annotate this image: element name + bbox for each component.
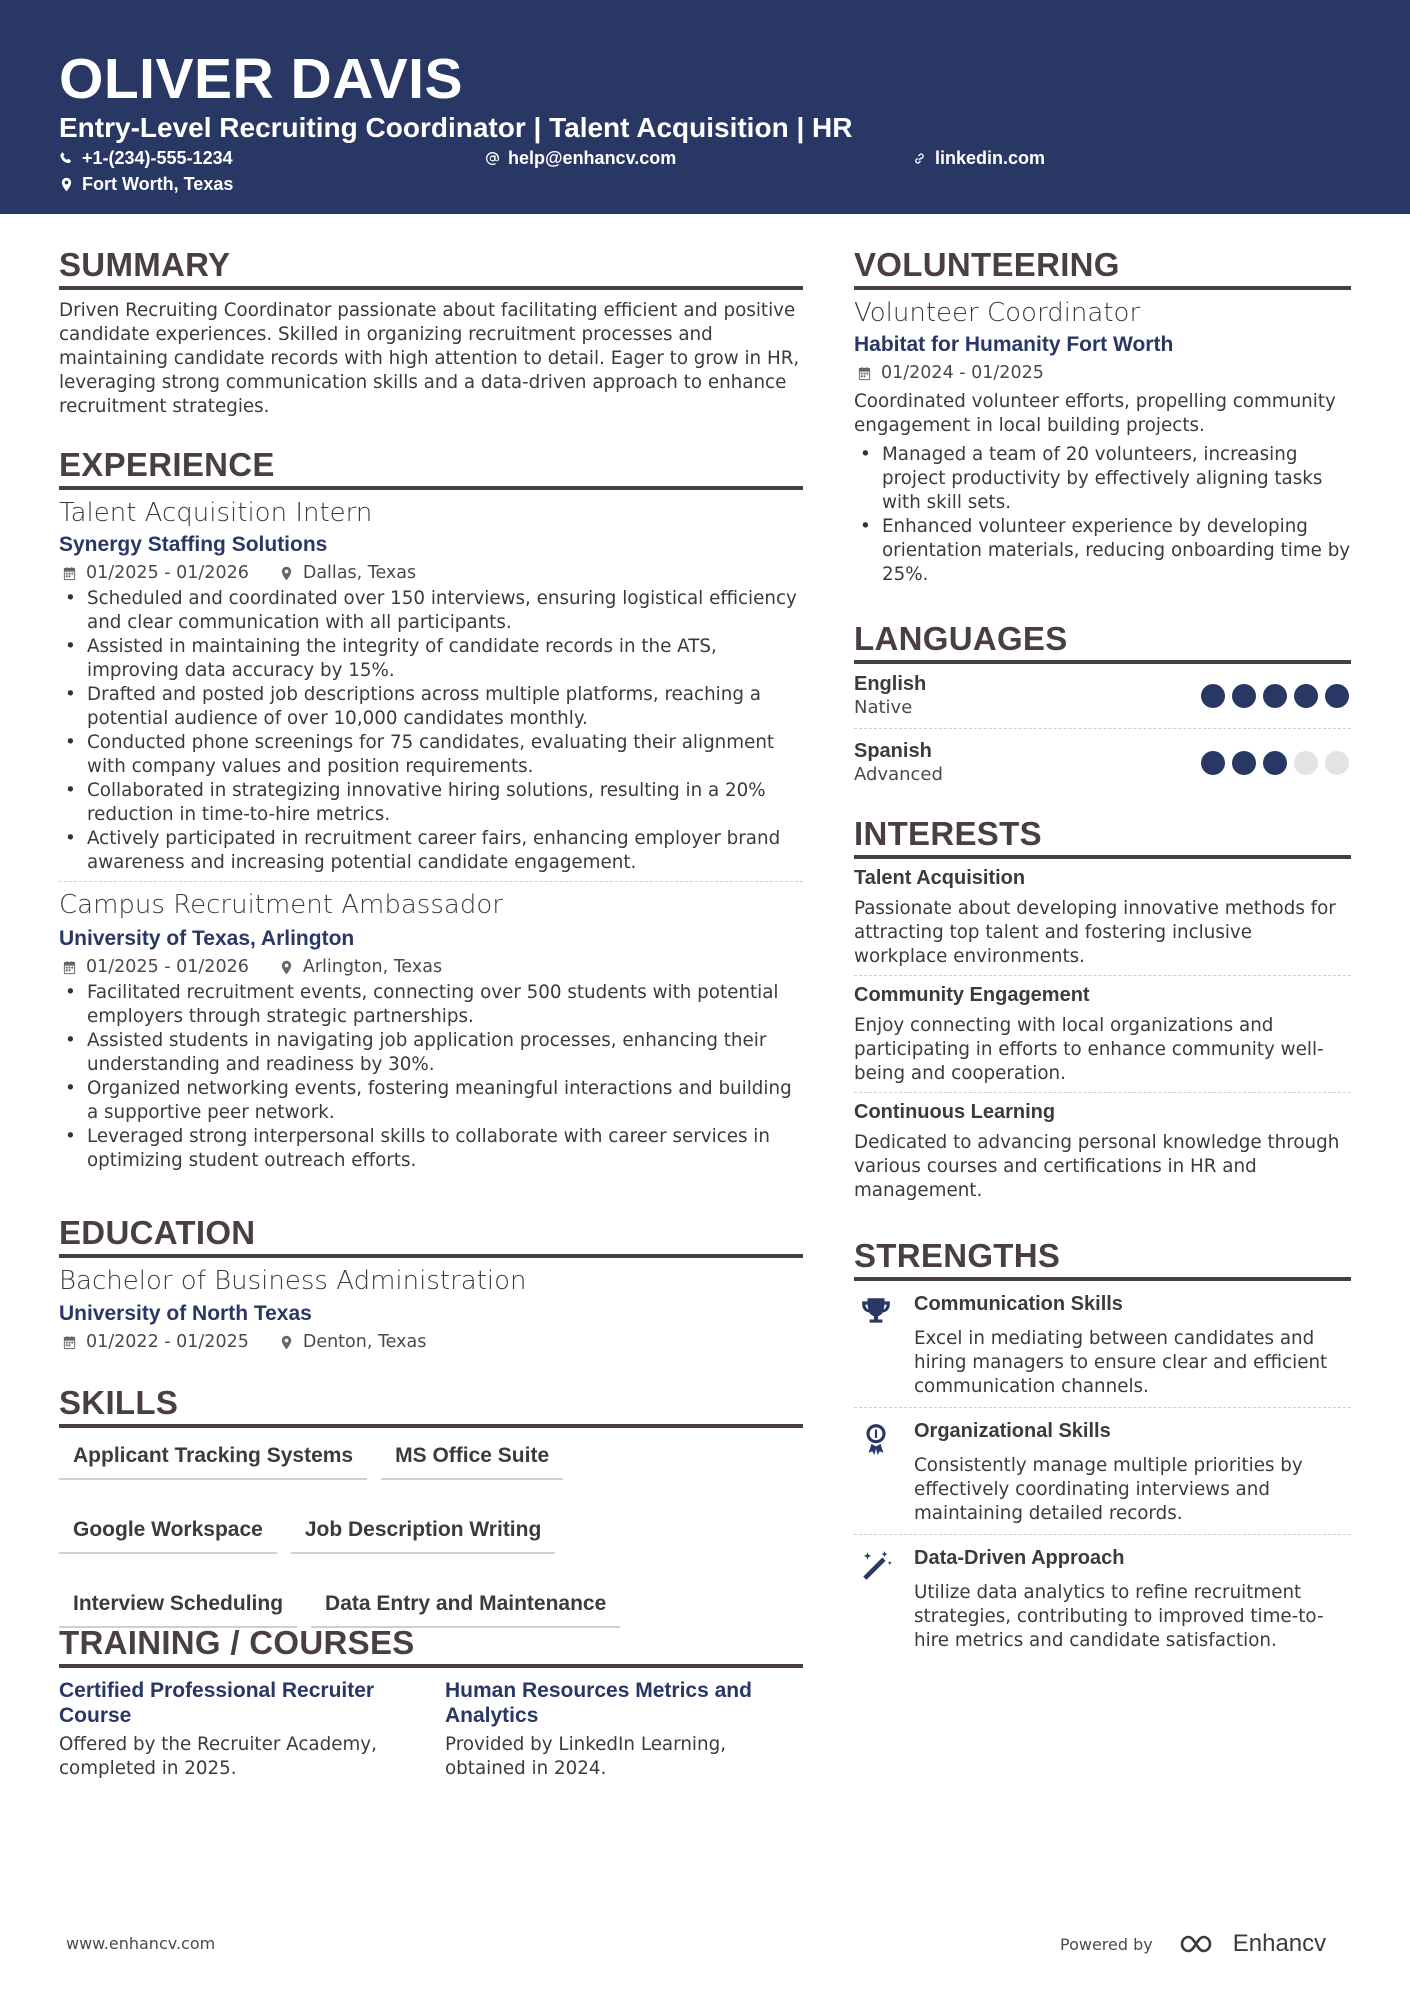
job-dates	[62, 561, 249, 585]
company-name: Synergy Staffing Solutions	[59, 533, 328, 556]
school-name: University of North Texas	[59, 1302, 312, 1325]
strength-item	[854, 1281, 1351, 1407]
link-icon	[912, 151, 927, 166]
contact-phone[interactable]	[59, 147, 233, 169]
skill-tag: MS Office Suite	[381, 1434, 563, 1480]
skills-section	[59, 1384, 803, 1628]
job-title: Campus Recruitment Ambassador	[59, 890, 503, 920]
course-desc: Provided by LinkedIn Learning, obtained in 2024.	[445, 1734, 727, 1779]
location-text: Denton, Texas	[302, 1332, 427, 1352]
section-title: EDUCATION	[59, 1214, 803, 1258]
section-title: EXPERIENCE	[59, 446, 803, 490]
bullet-item: • Drafted and posted job descriptions across multiple platforms, reaching a potential audience of over 10,000 candidates monthly.	[59, 683, 803, 731]
section-title: VOLUNTEERING	[854, 246, 1351, 290]
skill-tag: Google Workspace	[59, 1508, 277, 1554]
location-pin-icon	[59, 177, 74, 192]
experience-entry	[59, 889, 803, 1173]
education-section	[59, 1214, 803, 1354]
powered-label: Powered by	[1060, 1934, 1153, 1954]
language-name: English	[854, 673, 927, 695]
strength-desc: Excel in mediating between candidates and hiring managers to ensure clear and efficient communication channels.	[914, 1328, 1328, 1397]
interest-item	[854, 1093, 1351, 1209]
volunteer-dates	[857, 361, 1044, 385]
job-title: Talent Acquisition Intern	[59, 498, 373, 528]
contact-email[interactable]	[485, 147, 676, 169]
job-dates	[62, 955, 249, 979]
award-ribbon-icon	[859, 1422, 893, 1456]
bullet-item: • Conducted phone screenings for 75 candidates, evaluating their alignment with company values and position requirements.	[59, 731, 803, 779]
calendar-icon	[62, 960, 77, 975]
education-location	[279, 1330, 427, 1354]
interest-item	[854, 859, 1351, 975]
enhancv-logo-icon	[1179, 1932, 1225, 1956]
rating-dot-empty	[1294, 751, 1318, 775]
bullet-item: • Collaborated in strategizing innovative hiring solutions, resulting in a 20% reduction in time-to-hire metrics.	[59, 779, 803, 827]
language-item	[854, 664, 1351, 728]
summary-section	[59, 246, 803, 419]
strength-item	[854, 1408, 1351, 1534]
experience-entry	[59, 497, 803, 881]
volunteer-role: Volunteer Coordinator	[854, 298, 1141, 328]
rating-dot-filled	[1263, 684, 1287, 708]
at-sign-icon	[485, 151, 500, 166]
education-dates	[62, 1330, 249, 1354]
calendar-icon	[62, 1335, 77, 1350]
location-text: Arlington, Texas	[302, 957, 443, 977]
course-desc: Offered by the Recruiter Academy, completed in 2025.	[59, 1734, 377, 1779]
divider	[59, 881, 803, 882]
location-text: Fort Worth, Texas	[82, 174, 234, 194]
contact-linkedin[interactable]	[912, 147, 1045, 169]
section-title: STRENGTHS	[854, 1237, 1351, 1281]
phone-text: +1-(234)-555-1234	[82, 148, 233, 168]
skill-tag: Applicant Tracking Systems	[59, 1434, 367, 1480]
course-item	[445, 1678, 803, 1781]
dates-text: 01/2025 - 01/2026	[86, 563, 249, 583]
language-rating	[1201, 684, 1349, 708]
location-pin-icon	[279, 1335, 294, 1350]
bullet-list	[854, 443, 1351, 587]
strength-title: Data-Driven Approach	[914, 1547, 1125, 1569]
rating-dot-empty	[1325, 751, 1349, 775]
skills-tags	[59, 1434, 803, 1628]
section-title: SUMMARY	[59, 246, 803, 290]
rating-dot-filled	[1232, 751, 1256, 775]
job-meta	[59, 955, 803, 979]
degree: Bachelor of Business Administration	[59, 1266, 527, 1296]
interest-item	[854, 976, 1351, 1092]
interest-desc: Enjoy connecting with local organizations and participating in efforts to enhance community well-being and cooperation.	[854, 1015, 1324, 1084]
brand-logo[interactable]	[1179, 1930, 1326, 1958]
brand-name: Enhancv	[1232, 1930, 1327, 1957]
dates-text: 01/2022 - 01/2025	[86, 1332, 249, 1352]
bullet-item: • Organized networking events, fostering meaningful interactions and building a supportive peer network.	[59, 1077, 803, 1125]
section-title: TRAINING / COURSES	[59, 1624, 803, 1668]
course-item	[59, 1678, 417, 1781]
strength-item	[854, 1535, 1351, 1661]
rating-dot-filled	[1294, 684, 1318, 708]
bullet-item: • Assisted in maintaining the integrity of candidate records in the ATS, improving data accuracy by 15%.	[59, 635, 803, 683]
interest-title: Talent Acquisition	[854, 867, 1026, 889]
interest-title: Continuous Learning	[854, 1101, 1056, 1123]
location-pin-icon	[279, 960, 294, 975]
rating-dot-filled	[1201, 751, 1225, 775]
training-section	[59, 1624, 803, 1781]
job-location	[279, 561, 416, 585]
contact-location	[59, 173, 233, 195]
header	[0, 0, 1410, 214]
bullet-item: • Facilitated recruitment events, connecting over 500 students with potential employers through strategic partnerships.	[59, 981, 803, 1029]
bullet-item: • Enhanced volunteer experience by developing orientation materials, reducing onboarding time by 25%.	[854, 515, 1351, 587]
job-meta	[59, 561, 803, 585]
company-name: University of Texas, Arlington	[59, 927, 355, 950]
strength-desc: Consistently manage multiple priorities by effectively coordinating interviews and maintaining detailed records.	[914, 1455, 1303, 1524]
language-rating	[1201, 751, 1349, 775]
calendar-icon	[857, 366, 872, 381]
bullet-item: • Managed a team of 20 volunteers, increasing project productivity by effectively aligning tasks with skill sets.	[854, 443, 1351, 515]
volunteer-meta	[854, 361, 1351, 385]
language-level: Native	[854, 697, 913, 718]
interest-title: Community Engagement	[854, 984, 1090, 1006]
course-title: Certified Professional Recruiter Course	[59, 1679, 375, 1727]
bullet-list	[59, 587, 803, 875]
interest-desc: Dedicated to advancing personal knowledge through various courses and certifications in HR and management.	[854, 1132, 1340, 1201]
email-text: help@enhancv.com	[508, 148, 677, 168]
section-title: LANGUAGES	[854, 620, 1351, 664]
course-list	[59, 1678, 803, 1781]
summary-text: Driven Recruiting Coordinator passionate about facilitating efficient and positive candidate experiences. Skilled in organizing recruitment processes and maintaining candidate records with high attention to detail. Eager to grow in HR, leveraging strong communication skills and a data-driven approach to enhance recruitment strategies.	[59, 300, 800, 417]
trophy-icon	[859, 1295, 893, 1329]
rating-dot-filled	[1263, 751, 1287, 775]
calendar-icon	[62, 566, 77, 581]
headline: Entry-Level Recruiting Coordinator | Talent Acquisition | HR	[59, 112, 853, 143]
section-title: SKILLS	[59, 1384, 803, 1428]
bullet-item: • Leveraged strong interpersonal skills to collaborate with career services in optimizing student outreach efforts.	[59, 1125, 803, 1173]
rating-dot-filled	[1232, 684, 1256, 708]
section-title: INTERESTS	[854, 815, 1351, 859]
interests-section	[854, 815, 1351, 1209]
volunteer-desc: Coordinated volunteer efforts, propelling community engagement in local building projects.	[854, 391, 1336, 436]
volunteering-section	[854, 246, 1351, 587]
rating-dot-filled	[1201, 684, 1225, 708]
bullet-item: • Assisted students in navigating job application processes, enhancing their understanding and readiness by 30%.	[59, 1029, 803, 1077]
language-name: Spanish	[854, 740, 932, 762]
education-meta	[59, 1330, 803, 1354]
strengths-section	[854, 1237, 1351, 1661]
skill-tag: Job Description Writing	[291, 1508, 555, 1554]
dates-text: 01/2024 - 01/2025	[881, 363, 1044, 383]
footer-url[interactable]: www.enhancv.com	[66, 1934, 216, 1953]
language-item	[854, 729, 1351, 795]
strength-desc: Utilize data analytics to refine recruitment strategies, contributing to improved time-to-hire metrics and candidate satisfaction.	[914, 1582, 1324, 1651]
languages-section	[854, 620, 1351, 795]
phone-icon	[59, 151, 74, 166]
location-text: Dallas, Texas	[302, 563, 417, 583]
skill-tag: Data Entry and Maintenance	[311, 1582, 620, 1628]
interest-desc: Passionate about developing innovative methods for attracting top talent and fostering inclusive workplace environments.	[854, 898, 1336, 967]
strength-title: Communication Skills	[914, 1293, 1123, 1315]
experience-section	[59, 446, 803, 1173]
candidate-name: OLIVER DAVIS	[59, 47, 463, 111]
job-location	[279, 955, 442, 979]
rating-dot-filled	[1325, 684, 1349, 708]
powered-by	[1060, 1930, 1326, 1958]
skill-tag: Interview Scheduling	[59, 1582, 297, 1628]
magic-wand-icon	[859, 1549, 893, 1583]
linkedin-text: linkedin.com	[935, 148, 1046, 168]
volunteer-org: Habitat for Humanity Fort Worth	[854, 333, 1174, 356]
dates-text: 01/2025 - 01/2026	[86, 957, 249, 977]
course-title: Human Resources Metrics and Analytics	[445, 1679, 752, 1727]
bullet-list	[59, 981, 803, 1173]
bullet-item: • Actively participated in recruitment career fairs, enhancing employer brand awareness and increasing potential candidate engagement.	[59, 827, 803, 875]
strength-title: Organizational Skills	[914, 1420, 1111, 1442]
language-level: Advanced	[854, 764, 943, 785]
bullet-item: • Scheduled and coordinated over 150 interviews, ensuring logistical efficiency and clear communication with all participants.	[59, 587, 803, 635]
location-pin-icon	[279, 566, 294, 581]
